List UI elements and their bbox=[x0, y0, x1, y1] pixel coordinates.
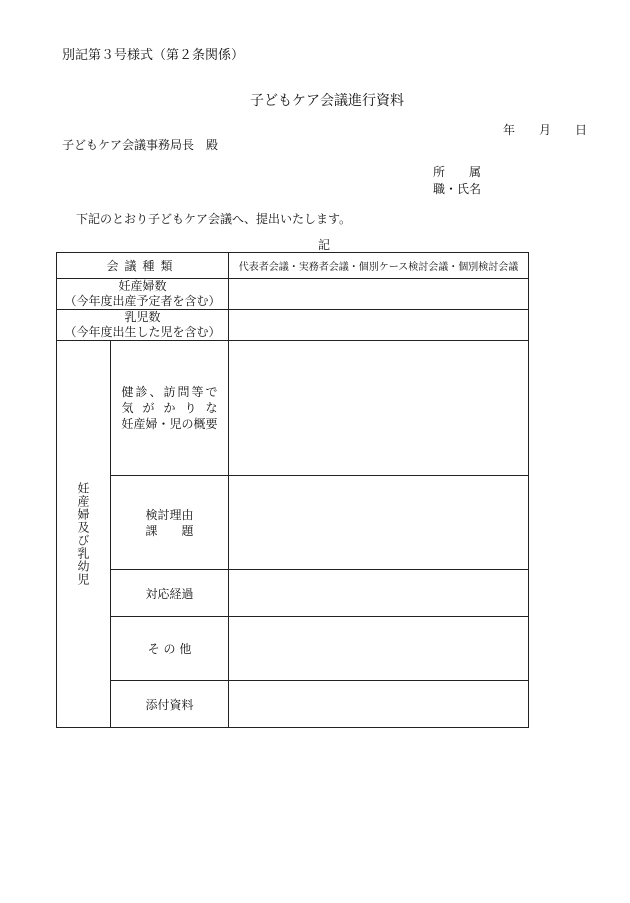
pregnant-count-note: （今年度出産予定者を含む） bbox=[64, 294, 221, 308]
meeting-type-options[interactable]: 代表者会議・実務者会議・個別ケース検討会議・個別検討会議 bbox=[229, 253, 529, 279]
reason-field[interactable] bbox=[229, 476, 529, 570]
attachment-field[interactable] bbox=[229, 681, 529, 728]
meeting-type-label: 会議種類 bbox=[57, 253, 229, 279]
pregnant-count-title: 妊産婦数 bbox=[118, 279, 167, 293]
pregnant-count-label bbox=[57, 279, 229, 310]
infant-count-title: 乳児数 bbox=[124, 310, 161, 324]
addressee: 子どもケア会議事務局長 殿 bbox=[62, 138, 219, 152]
form-number: 別記第３号様式（第２条関係） bbox=[62, 48, 245, 63]
pregnant-count-field[interactable] bbox=[229, 279, 529, 310]
progress-field[interactable] bbox=[229, 570, 529, 617]
date-month: 月 bbox=[539, 123, 552, 137]
sender-affiliation-label: 所 属 bbox=[433, 165, 482, 179]
reason-label-cell bbox=[111, 476, 229, 570]
infant-count-label bbox=[57, 310, 229, 341]
attachment-label: 添付資料 bbox=[111, 681, 229, 728]
overview-label-cell bbox=[111, 341, 229, 476]
section-label: 妊産婦及び乳幼児 bbox=[76, 482, 90, 586]
other-label: そ の 他 bbox=[111, 617, 229, 681]
section-label-cell bbox=[57, 341, 111, 728]
submission-table bbox=[56, 252, 529, 728]
overview-line-3: 妊産婦・児の概要 bbox=[121, 417, 218, 431]
overview-line-2: 気がかりな bbox=[121, 401, 218, 415]
infant-count-field[interactable] bbox=[229, 310, 529, 341]
progress-label: 対応経過 bbox=[111, 570, 229, 617]
overview-field[interactable] bbox=[229, 341, 529, 476]
overview-line-1: 健診、訪問等で bbox=[121, 385, 218, 399]
page-title: 子どもケア会議進行資料 bbox=[250, 93, 404, 109]
ki-heading: 記 bbox=[318, 238, 331, 252]
intro-text: 下記のとおり子どもケア会議へ、提出いたします。 bbox=[76, 212, 352, 226]
reason-line-1: 検討理由 bbox=[145, 507, 194, 522]
reason-line-2: 課 題 bbox=[145, 523, 194, 538]
date-day: 日 bbox=[575, 123, 588, 137]
other-field[interactable] bbox=[229, 617, 529, 681]
infant-count-note: （今年度出生した児を含む） bbox=[64, 325, 221, 339]
date-year: 年 bbox=[503, 123, 516, 137]
sender-name-label: 職・氏名 bbox=[433, 182, 482, 196]
